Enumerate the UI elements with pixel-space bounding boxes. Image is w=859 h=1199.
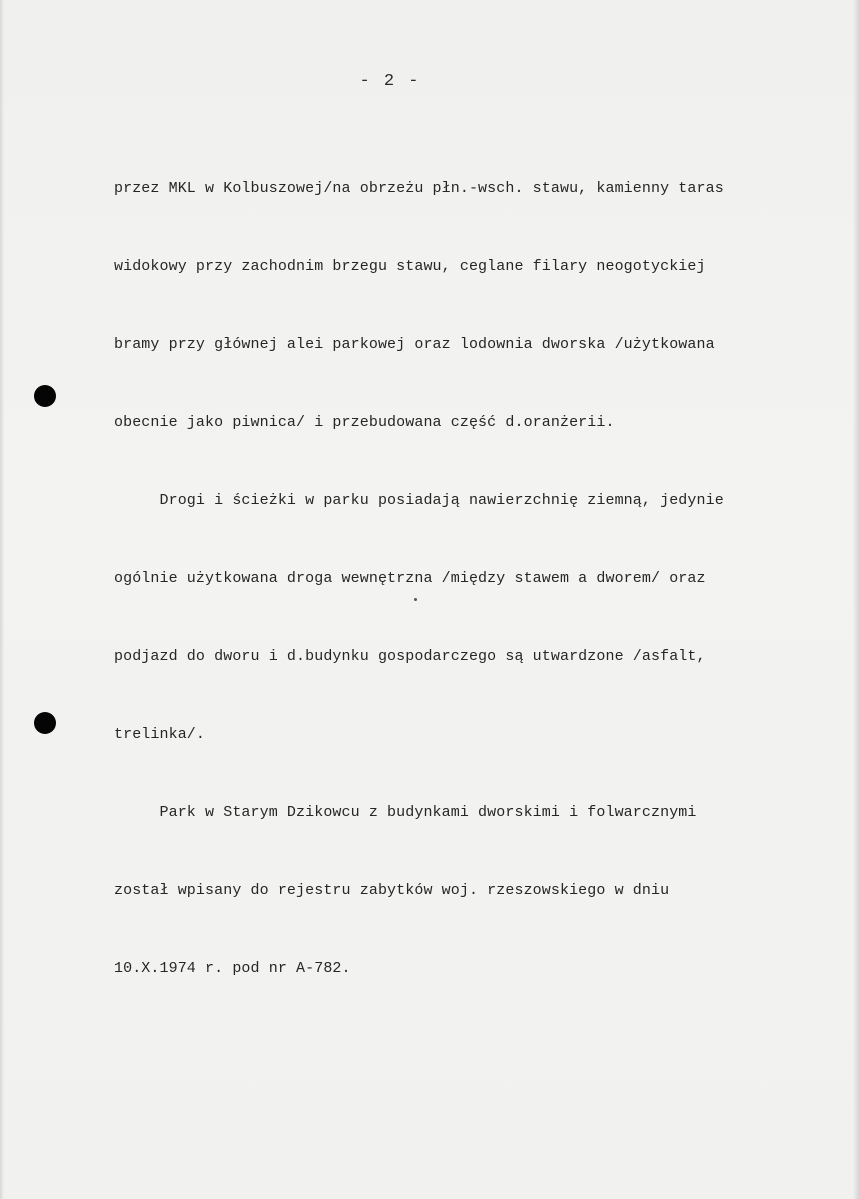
text-line: obecnie jako piwnica/ i przebudowana część d.oranżerii.: [114, 414, 615, 431]
scan-edge-right: [853, 0, 859, 1199]
text-line: Drogi i ścieżki w parku posiadają nawierzchnię ziemną, jedynie: [114, 492, 724, 509]
punch-hole-bottom: [34, 712, 56, 734]
text-line: 10.X.1974 r. pod nr A-782.: [114, 960, 351, 977]
text-line: podjazd do dworu i d.budynku gospodarczego są utwardzone /asfalt,: [114, 648, 706, 665]
text-line: ogólnie użytkowana droga wewnętrzna /między stawem a dworem/ oraz: [114, 570, 706, 587]
page-number: - 2 -: [359, 72, 421, 91]
text-line: przez MKL w Kolbuszowej/na obrzeżu płn.-wsch. stawu, kamienny taras: [114, 180, 724, 197]
text-line: został wpisany do rejestru zabytków woj. rzeszowskiego w dniu: [114, 882, 670, 899]
text-line: bramy przy głównej alei parkowej oraz lodownia dworska /użytkowana: [114, 336, 715, 353]
text-line: trelinka/.: [114, 726, 206, 743]
scan-edge-left: [0, 0, 4, 1199]
scan-speck: [414, 598, 417, 601]
body-text: [114, 124, 814, 1034]
text-line: widokowy przy zachodnim brzegu stawu, ceglane filary neogotyckiej: [114, 258, 706, 275]
text-line: Park w Starym Dzikowcu z budynkami dworskimi i folwarcznymi: [114, 804, 697, 821]
punch-hole-top: [34, 385, 56, 407]
